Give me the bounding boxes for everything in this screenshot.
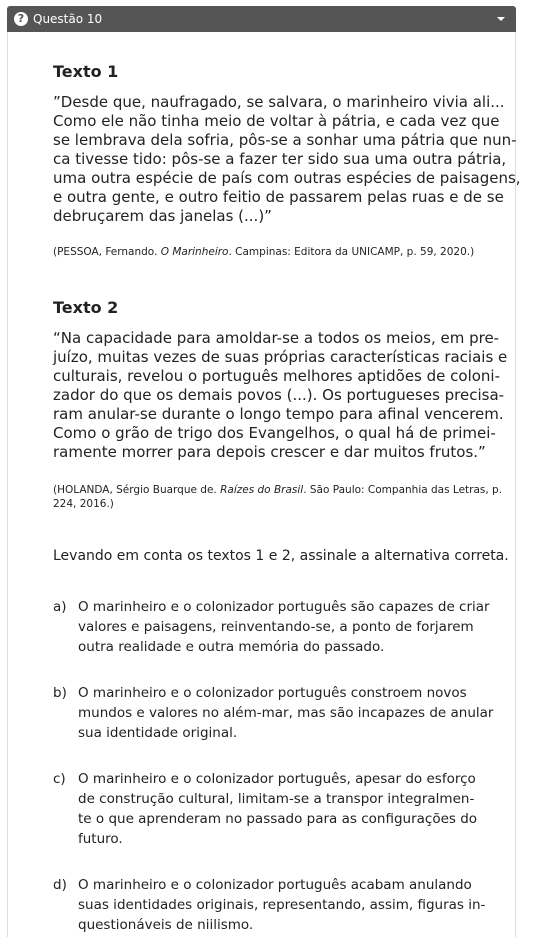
texto1-line: ”Desde que, naufragado, se salvara, o marinheiro vivia ali...: [53, 93, 505, 111]
texto1-line: ca tivesse tido: pôs-se a fazer ter sido sua uma outra pátria,: [53, 150, 507, 168]
texto2-heading: Texto 2: [53, 298, 119, 317]
texto2-line: juízo, muitas vezes de suas próprias características raciais e: [53, 348, 508, 366]
option-letter: a): [53, 599, 67, 615]
texto1-line: uma outra espécie de país com outras espécies de paisagens,: [53, 169, 521, 187]
texto1-line: se lembrava dela sofria, pôs-se a sonhar uma pátria que nun-: [53, 131, 517, 149]
texto1-line: Como ele não tinha meio de voltar à pátria, e cada vez que: [53, 112, 500, 130]
question-circle-icon: ?: [14, 12, 28, 26]
texto1-heading: Texto 1: [53, 62, 119, 81]
texto2-citation-title: Raízes do Brasil: [220, 484, 304, 496]
question-prompt: Levando em conta os textos 1 e 2, assinale a alternativa correta.: [53, 548, 509, 564]
texto2-line: “Na capacidade para amoldar-se a todos os meios, em pre-: [53, 329, 500, 347]
texto1-citation-title: O Marinheiro: [160, 246, 229, 258]
texto2-line: zador do que os demais povos (...). Os portugueses precisa-: [53, 386, 505, 404]
texto1-line: debruçarem das janelas (...)”: [53, 207, 272, 225]
question-title: Questão 10: [33, 12, 103, 26]
texto1-citation: (PESSOA, Fernando. O Marinheiro. Campinas: Editora da UNICAMP, p. 59, 2020.): [53, 246, 475, 258]
option-text: O marinheiro e o colonizador português são capazes de criar valores e paisagens, reinventando-se, a ponto de forjarem outra realidade e outra memória do passado.: [78, 599, 490, 655]
texto1-line: e outra gente, e outro feitio de passarem pelas ruas e de se: [53, 188, 504, 206]
option-text: O marinheiro e o colonizador português acabam anulando suas identidades originais, representando, assim, figuras in- questionáveis de niilismo.: [78, 877, 486, 933]
question-panel-header[interactable]: [7, 6, 516, 32]
caret-down-icon[interactable]: [497, 17, 505, 21]
texto2-line: ramente morrer para depois crescer e dar muitos frutos.”: [53, 443, 486, 461]
option-text: O marinheiro e o colonizador português constroem novos mundos e valores no além-mar, mas são incapazes de anular sua identidade original.: [78, 685, 494, 741]
texto2-line: Como o grão de trigo dos Evangelhos, o qual há de primei-: [53, 424, 496, 442]
option-letter: d): [53, 877, 67, 893]
texto2-line: ram anular-se durante o longo tempo para afinal vencerem.: [53, 405, 504, 423]
option-text: O marinheiro e o colonizador português, apesar do esforço de construção cultural, limitam-se a transpor integralmen- te o que aprenderam no passado para as configurações do futuro.: [78, 771, 478, 847]
texto2-citation: (HOLANDA, Sérgio Buarque de. Raízes do Brasil. São Paulo: Companhia das Letras, p. 224, 2016.): [53, 484, 503, 510]
texto2-quote: [53, 329, 508, 462]
texto2-line: culturais, revelou o português melhores aptidões de coloni-: [53, 367, 501, 385]
option-letter: c): [53, 771, 66, 787]
option-letter: b): [53, 685, 67, 701]
question-panel-body: [7, 32, 521, 937]
texto1-quote: [53, 93, 521, 226]
